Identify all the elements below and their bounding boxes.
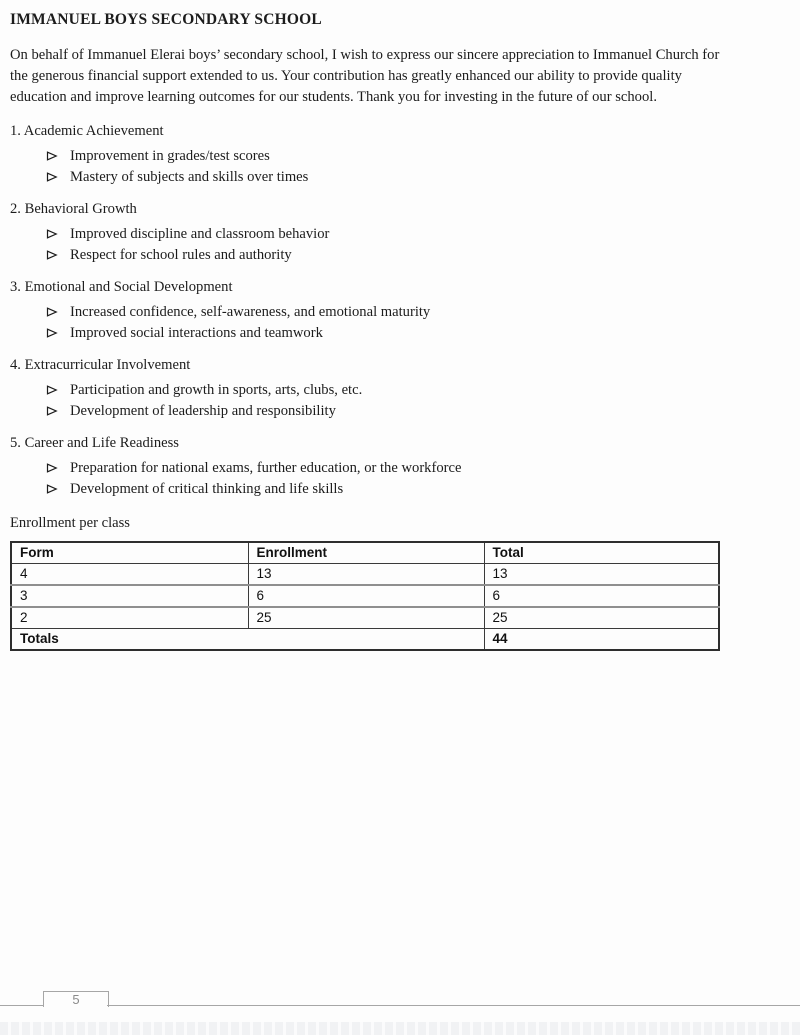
list-item [46, 479, 790, 500]
section-heading-career: 5. Career and Life Readiness [10, 435, 179, 451]
intro-paragraph [10, 45, 790, 108]
list-item-text: Preparation for national exams, further education, or the workforce [70, 460, 462, 476]
arrow-bullet-icon [46, 171, 58, 183]
list-item [46, 167, 790, 188]
totals-value-cell: 44 [484, 629, 719, 651]
list-item [46, 323, 790, 344]
table-row [11, 585, 719, 607]
scan-texture-band [0, 1022, 800, 1035]
arrow-bullet-icon [46, 249, 58, 261]
arrow-bullet-icon [46, 405, 58, 417]
table-row [11, 607, 719, 629]
footer-rule-left [0, 1005, 43, 1006]
cell-form: 3 [11, 585, 248, 607]
section-heading-academic: 1. Academic Achievement [10, 123, 164, 139]
cell-form: 2 [11, 607, 248, 629]
list-item-text: Improvement in grades/test scores [70, 148, 270, 164]
enrollment-table-caption: Enrollment per class [10, 515, 130, 531]
list-item-text: Increased confidence, self-awareness, and emotional maturity [70, 304, 431, 320]
table-header-row [11, 542, 719, 564]
list-item-text: Development of critical thinking and life skills [70, 480, 344, 497]
footer-rule-right [107, 1005, 800, 1006]
list-item-text: Improved discipline and classroom behavior [70, 226, 330, 242]
arrow-bullet-icon [46, 483, 58, 495]
cell-total: 6 [484, 585, 719, 607]
table-totals-row [11, 629, 719, 651]
cell-form: 4 [11, 564, 248, 586]
intro-line: the generous financial support extended to us. Your contribution has greatly enhanced our ability to provide quality [10, 68, 682, 84]
section-heading-behavioral: 2. Behavioral Growth [10, 201, 137, 217]
arrow-bullet-icon [46, 306, 58, 318]
arrow-bullet-icon [46, 462, 58, 474]
intro-line: education and improve learning outcomes for our students. Thank you for investing in the future of our school. [10, 89, 657, 105]
column-header-total: Total [484, 542, 719, 564]
arrow-bullet-icon [46, 327, 58, 339]
page-number: 5 [72, 992, 80, 1007]
page-title: IMMANUEL BOYS SECONDARY SCHOOL [10, 11, 322, 28]
cell-total: 13 [484, 564, 719, 586]
cell-enrollment: 13 [248, 564, 484, 586]
cell-total: 25 [484, 607, 719, 629]
section-heading-emotional: 3. Emotional and Social Development [10, 279, 233, 295]
list-item [46, 458, 790, 479]
list-item-text: Respect for school rules and authority [70, 246, 292, 263]
column-header-form: Form [11, 542, 248, 564]
bullet-list-career [10, 458, 790, 499]
list-item-text: Development of leadership and responsibility [70, 402, 336, 419]
bullet-list-behavioral [10, 224, 790, 265]
list-item [46, 245, 790, 266]
bullet-list-emotional [10, 302, 790, 343]
totals-label-cell: Totals [11, 629, 484, 651]
cell-enrollment: 25 [248, 607, 484, 629]
bullet-list-extracurricular [10, 380, 790, 421]
list-item [46, 401, 790, 422]
cell-enrollment: 6 [248, 585, 484, 607]
arrow-bullet-icon [46, 150, 58, 162]
section-heading-extracurricular: 4. Extracurricular Involvement [10, 357, 191, 373]
column-header-enrollment: Enrollment [248, 542, 484, 564]
list-item-text: Improved social interactions and teamwork [70, 324, 323, 341]
arrow-bullet-icon [46, 384, 58, 396]
page-number-tab [43, 991, 109, 1007]
table-row [11, 564, 719, 586]
enrollment-table [10, 541, 720, 651]
list-item-text: Mastery of subjects and skills over times [70, 168, 309, 185]
list-item [46, 302, 790, 323]
list-item-text: Participation and growth in sports, arts, clubs, etc. [70, 382, 363, 398]
intro-line: On behalf of Immanuel Elerai boys’ secondary school, I wish to express our sincere appreciation to Immanuel Church for [10, 47, 720, 63]
bullet-list-academic [10, 146, 790, 187]
list-item [46, 146, 790, 167]
list-item [46, 224, 790, 245]
arrow-bullet-icon [46, 228, 58, 240]
list-item [46, 380, 790, 401]
